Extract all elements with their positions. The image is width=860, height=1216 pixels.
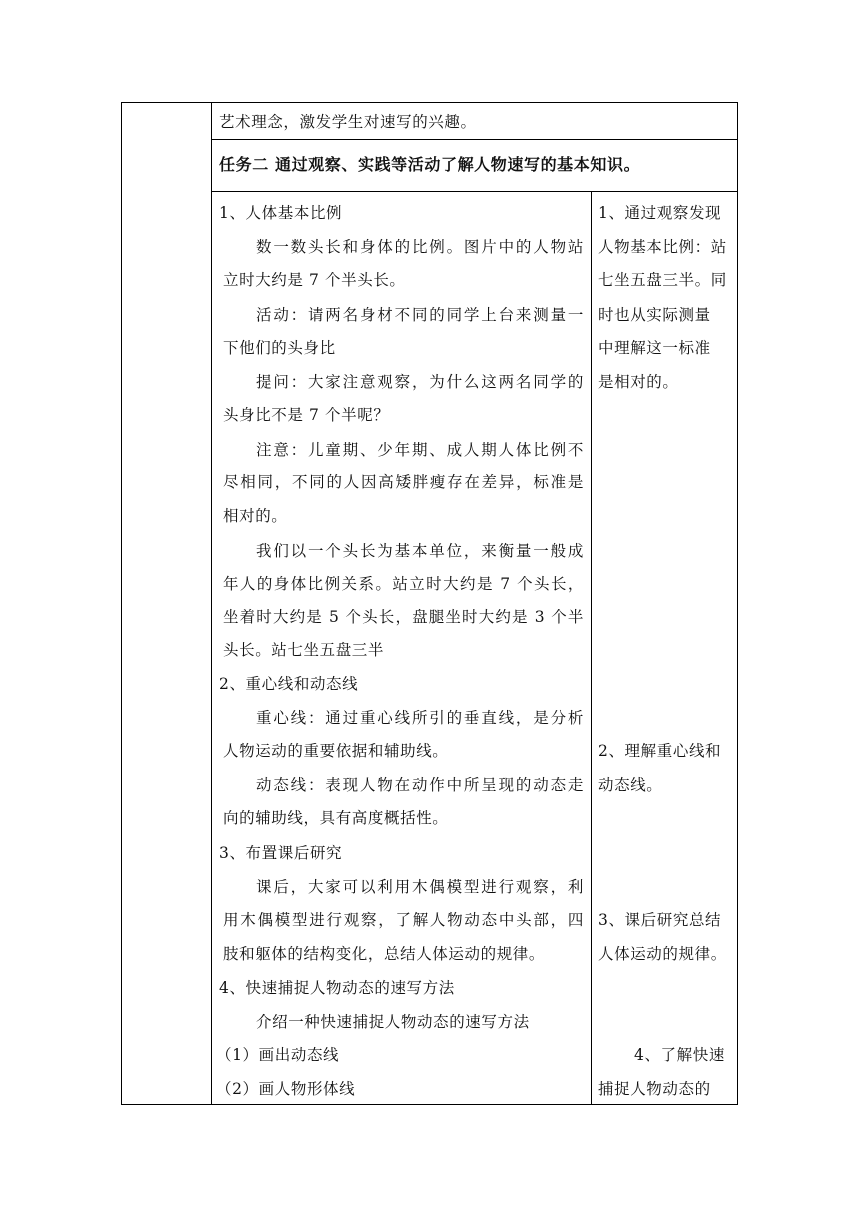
- section-3-para-1-line-2: 用木偶模型进行观察，了解人物动态中头部，四: [223, 911, 584, 929]
- section-3-para-1-line-3: 肢和躯体的结构变化，总结人体运动的规律。: [223, 945, 546, 963]
- intro-text: 艺术理念，激发学生对速写的兴趣。: [219, 113, 477, 131]
- note-3-line-2: 人体运动的规律。: [598, 945, 727, 963]
- row-divider-2: [211, 191, 738, 192]
- section-2-para-2-line-1: 动态线：表现人物在动作中所呈现的动态走: [256, 776, 584, 794]
- section-3-para-1-line-1: 课后，大家可以利用木偶模型进行观察，利: [256, 878, 584, 896]
- note-1-line-4: 时也从实际测量: [598, 306, 711, 324]
- section-4-step-2: （2）画人物形体线: [216, 1080, 356, 1098]
- section-1-para-4-line-2: 尽相同，不同的人因高矮胖瘦存在差异，标准是: [223, 473, 584, 491]
- section-1-title: 1、人体基本比例: [219, 204, 343, 222]
- note-2-line-1: 2、理解重心线和: [598, 742, 722, 760]
- section-1-para-5-line-2: 年人的身体比例关系。站立时大约是 7 个头长，: [223, 575, 584, 593]
- section-2-para-1-line-1: 重心线：通过重心线所引的垂直线，是分析: [256, 709, 584, 727]
- note-4-line-2: 捕捉人物动态的: [598, 1080, 711, 1098]
- column-divider-1: [211, 102, 212, 1105]
- section-1-para-5-line-4: 头长。站七坐五盘三半: [223, 641, 385, 659]
- section-4-intro: 介绍一种快速捕捉人物动态的速写方法: [256, 1013, 530, 1031]
- note-1-line-5: 中理解这一标准: [598, 339, 711, 357]
- section-2-para-2-line-2: 向的辅助线，具有高度概括性。: [223, 809, 449, 827]
- table-border-top: [121, 102, 738, 103]
- note-1-line-2: 人物基本比例：站: [598, 238, 727, 256]
- task-heading: 任务二 通过观察、实践等活动了解人物速写的基本知识。: [219, 155, 641, 174]
- section-1-para-5-line-3: 坐着时大约是 5 个头长，盘腿坐时大约是 3 个半: [223, 608, 584, 626]
- note-2-line-2: 动态线。: [598, 776, 663, 794]
- table-border-left: [121, 102, 122, 1105]
- section-1-para-4-line-3: 相对的。: [223, 507, 288, 525]
- section-3-title: 3、布置课后研究: [219, 844, 343, 862]
- section-1-para-2-line-1: 活动：请两名身材不同的同学上台来测量一: [256, 306, 584, 324]
- section-2-para-1-line-2: 人物运动的重要依据和辅助线。: [223, 742, 449, 760]
- section-1-para-5-line-1: 我们以一个头长为基本单位，来衡量一般成: [256, 542, 584, 560]
- section-1-para-3-line-1: 提问：大家注意观察，为什么这两名同学的: [256, 373, 584, 391]
- note-3-line-1: 3、课后研究总结: [598, 911, 722, 929]
- table-border-right: [737, 102, 738, 1105]
- row-divider-1: [211, 139, 738, 140]
- note-4-line-1: 4、了解快速: [634, 1046, 725, 1064]
- section-1-para-1-line-2: 立时大约是 7 个半头长。: [223, 271, 406, 289]
- section-1-para-2-line-2: 下他们的头身比: [223, 339, 336, 357]
- section-4-title: 4、快速捕捉人物动态的速写方法: [219, 979, 455, 997]
- note-1-line-3: 七坐五盘三半。同: [598, 271, 727, 289]
- section-1-para-4-line-1: 注意：儿童期、少年期、成人期人体比例不: [256, 441, 584, 459]
- note-1-line-1: 1、通过观察发现: [598, 204, 722, 222]
- section-1-para-3-line-2: 头身比不是 7 个半呢？: [223, 406, 390, 424]
- note-1-line-6: 是相对的。: [598, 373, 679, 391]
- section-2-title: 2、重心线和动态线: [219, 675, 359, 693]
- table-border-bottom: [121, 1104, 738, 1105]
- section-1-para-1-line-1: 数一数头长和身体的比例。图片中的人物站: [256, 238, 584, 256]
- column-divider-2: [591, 191, 592, 1105]
- section-4-step-1: （1）画出动态线: [216, 1046, 340, 1064]
